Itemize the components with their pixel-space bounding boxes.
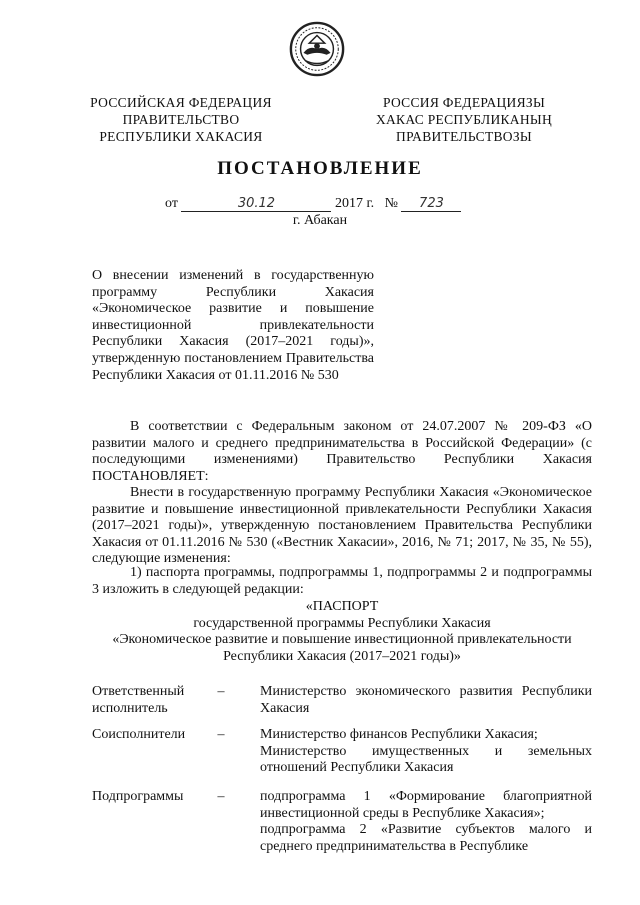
body-paragraph: 1) паспорта программы, подпрограммы 1, подпрограммы 2 и подпрограммы 3 изложить в следующей редакции:	[92, 565, 592, 597]
date-prefix: от	[165, 196, 178, 211]
row-value	[260, 684, 592, 717]
header-left-line: ПРАВИТЕЛЬСТВО	[122, 112, 240, 127]
coat-of-arms-emblem-icon	[288, 20, 346, 78]
document-subject: О внесении изменений в государственную программу Республики Хакасия «Экономическое развитие и повышение инвестиционной привлекательности Республики Хакасия (2017–2021 годы)», утвержденную постановлением Правительства Республики Хакасия от 01.11.2016 № 530	[92, 268, 374, 383]
row-value-line: Министерство финансов Республики Хакасия;	[260, 727, 538, 742]
row-value	[260, 727, 592, 777]
number-handwritten: 723	[401, 196, 461, 212]
row-label: Подпрограммы	[92, 789, 184, 804]
row-value-line: подпрограмма 2 «Развитие субъектов малого и среднего предпринимательства в Республике	[260, 822, 592, 854]
passport-line: Республики Хакасия (2017–2021 годы)»	[223, 648, 461, 664]
row-value-line: Министерство имущественных и земельных отношений Республики Хакасия	[260, 743, 592, 776]
header-right-line: РОССИЯ ФЕДЕРАЦИЯЗЫ	[382, 95, 546, 110]
row-dash: –	[217, 684, 225, 699]
date-handwritten: 30.12	[181, 196, 331, 212]
header-left-block	[86, 94, 276, 145]
row-dash: –	[217, 727, 225, 742]
row-dash: –	[217, 789, 225, 804]
row-value-line: подпрограмма 1 «Формирование благоприятной инвестиционной среды в Республике Хакасия»;	[260, 789, 592, 821]
passport-heading	[92, 599, 592, 665]
passport-line: «ПАСПОРТ	[305, 599, 379, 614]
row-value	[260, 789, 592, 855]
row-label: Ответственный исполнитель	[92, 684, 185, 716]
number-label: №	[384, 196, 398, 211]
header-right-block	[366, 94, 562, 145]
header-left-line: РОССИЙСКАЯ ФЕДЕРАЦИЯ	[90, 95, 272, 110]
header-right-line: ХАКАС РЕСПУБЛИКАНЫҢ	[375, 112, 553, 127]
passport-line: «Экономическое развитие и повышение инвестиционной привлекательности	[112, 632, 572, 648]
year-label: 2017 г.	[334, 196, 375, 211]
body-paragraph: В соответствии с Федеральным законом от 24.07.2007 № 209-ФЗ «О развитии малого и среднего предпринимательства в Российской Федерации» (с последующими изменениями) Правительство Республики Хакасия ПОСТАНОВЛЯЕТ:	[92, 419, 592, 484]
header-left-line: РЕСПУБЛИКИ ХАКАСИЯ	[99, 129, 263, 144]
header-right-line: ПРАВИТЕЛЬСТВОЗЫ	[396, 129, 532, 144]
document-title: ПОСТАНОВЛЕНИЕ	[217, 158, 423, 179]
city-label: г. Абакан	[292, 213, 348, 228]
body-paragraph: Внести в государственную программу Республики Хакасия «Экономическое развитие и повышение инвестиционной привлекательности Республики Хакасия (2017–2021 годы)», утвержденную постановлением Правительства Республики Хакасия от 01.11.2016 № 530 («Вестник Хакасии», 2016, № 71; 2017, № 35, № 55), следующие изменения:	[92, 485, 592, 567]
row-label: Соисполнители	[92, 727, 186, 742]
date-number-line	[165, 196, 461, 212]
passport-line: государственной программы Республики Хакасия	[193, 615, 491, 631]
row-value-line: Министерство экономического развития Республики Хакасия	[260, 684, 592, 716]
